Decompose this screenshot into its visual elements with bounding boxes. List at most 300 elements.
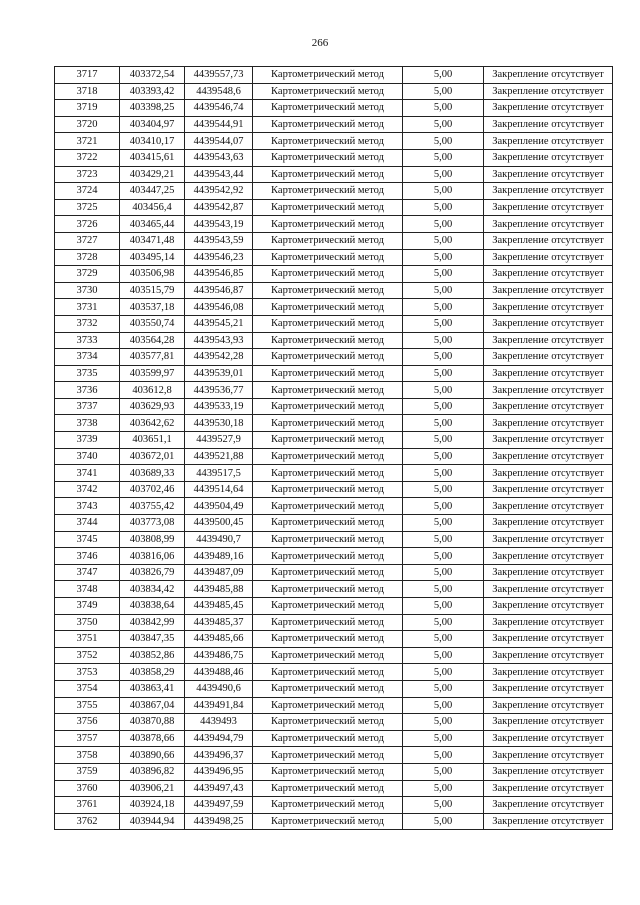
point-number-cell: 3747 (55, 564, 120, 581)
table-row (55, 133, 613, 150)
accuracy-cell: 5,00 (403, 515, 484, 532)
x-coordinate-cell: 403906,21 (120, 780, 185, 797)
x-coordinate-cell: 403456,4 (120, 199, 185, 216)
fixation-cell: Закрепление отсутствует (484, 697, 613, 714)
table-row (55, 183, 613, 200)
x-coordinate-cell: 403599,97 (120, 365, 185, 382)
y-coordinate-cell: 4439543,59 (185, 232, 253, 249)
point-number-cell: 3729 (55, 266, 120, 283)
accuracy-cell: 5,00 (403, 349, 484, 366)
table-row (55, 647, 613, 664)
table-row (55, 448, 613, 465)
x-coordinate-cell: 403847,35 (120, 631, 185, 648)
table-row (55, 730, 613, 747)
x-coordinate-cell: 403642,62 (120, 415, 185, 432)
point-number-cell: 3752 (55, 647, 120, 664)
point-number-cell: 3737 (55, 398, 120, 415)
table-row (55, 249, 613, 266)
accuracy-cell: 5,00 (403, 780, 484, 797)
table-row (55, 498, 613, 515)
x-coordinate-cell: 403495,14 (120, 249, 185, 266)
point-number-cell: 3757 (55, 730, 120, 747)
accuracy-cell: 5,00 (403, 216, 484, 233)
accuracy-cell: 5,00 (403, 448, 484, 465)
x-coordinate-cell: 403755,42 (120, 498, 185, 515)
y-coordinate-cell: 4439485,37 (185, 614, 253, 631)
x-coordinate-cell: 403878,66 (120, 730, 185, 747)
point-number-cell: 3753 (55, 664, 120, 681)
method-cell: Картометрический метод (253, 697, 403, 714)
accuracy-cell: 5,00 (403, 548, 484, 565)
fixation-cell: Закрепление отсутствует (484, 498, 613, 515)
fixation-cell: Закрепление отсутствует (484, 232, 613, 249)
accuracy-cell: 5,00 (403, 797, 484, 814)
y-coordinate-cell: 4439544,91 (185, 116, 253, 133)
x-coordinate-cell: 403808,99 (120, 531, 185, 548)
table-row (55, 697, 613, 714)
table-row (55, 714, 613, 731)
page-number: 266 (311, 37, 329, 49)
method-cell: Картометрический метод (253, 614, 403, 631)
fixation-cell: Закрепление отсутствует (484, 647, 613, 664)
y-coordinate-cell: 4439539,01 (185, 365, 253, 382)
accuracy-cell: 5,00 (403, 398, 484, 415)
x-coordinate-cell: 403537,18 (120, 299, 185, 316)
point-number-cell: 3754 (55, 680, 120, 697)
method-cell: Картометрический метод (253, 100, 403, 117)
table-row (55, 216, 613, 233)
table-row (55, 83, 613, 100)
method-cell: Картометрический метод (253, 349, 403, 366)
method-cell: Картометрический метод (253, 680, 403, 697)
x-coordinate-cell: 403429,21 (120, 166, 185, 183)
method-cell: Картометрический метод (253, 365, 403, 382)
accuracy-cell: 5,00 (403, 564, 484, 581)
x-coordinate-cell: 403651,1 (120, 432, 185, 449)
method-cell: Картометрический метод (253, 564, 403, 581)
y-coordinate-cell: 4439493 (185, 714, 253, 731)
point-number-cell: 3736 (55, 382, 120, 399)
table-row (55, 780, 613, 797)
accuracy-cell: 5,00 (403, 697, 484, 714)
method-cell: Картометрический метод (253, 67, 403, 84)
fixation-cell: Закрепление отсутствует (484, 481, 613, 498)
point-number-cell: 3744 (55, 515, 120, 532)
accuracy-cell: 5,00 (403, 465, 484, 482)
method-cell: Картометрический метод (253, 199, 403, 216)
x-coordinate-cell: 403834,42 (120, 581, 185, 598)
point-number-cell: 3721 (55, 133, 120, 150)
x-coordinate-cell: 403826,79 (120, 564, 185, 581)
x-coordinate-cell: 403773,08 (120, 515, 185, 532)
y-coordinate-cell: 4439487,09 (185, 564, 253, 581)
point-number-cell: 3750 (55, 614, 120, 631)
fixation-cell: Закрепление отсутствует (484, 531, 613, 548)
accuracy-cell: 5,00 (403, 149, 484, 166)
point-number-cell: 3731 (55, 299, 120, 316)
x-coordinate-cell: 403890,66 (120, 747, 185, 764)
fixation-cell: Закрепление отсутствует (484, 631, 613, 648)
x-coordinate-cell: 403577,81 (120, 349, 185, 366)
fixation-cell: Закрепление отсутствует (484, 714, 613, 731)
point-number-cell: 3759 (55, 763, 120, 780)
method-cell: Картометрический метод (253, 116, 403, 133)
point-number-cell: 3740 (55, 448, 120, 465)
x-coordinate-cell: 403404,97 (120, 116, 185, 133)
table-row (55, 598, 613, 615)
accuracy-cell: 5,00 (403, 498, 484, 515)
accuracy-cell: 5,00 (403, 614, 484, 631)
method-cell: Картометрический метод (253, 481, 403, 498)
point-number-cell: 3739 (55, 432, 120, 449)
y-coordinate-cell: 4439490,7 (185, 531, 253, 548)
y-coordinate-cell: 4439517,5 (185, 465, 253, 482)
accuracy-cell: 5,00 (403, 183, 484, 200)
y-coordinate-cell: 4439500,45 (185, 515, 253, 532)
fixation-cell: Закрепление отсутствует (484, 398, 613, 415)
y-coordinate-cell: 4439546,74 (185, 100, 253, 117)
method-cell: Картометрический метод (253, 515, 403, 532)
fixation-cell: Закрепление отсутствует (484, 133, 613, 150)
method-cell: Картометрический метод (253, 763, 403, 780)
fixation-cell: Закрепление отсутствует (484, 581, 613, 598)
point-number-cell: 3760 (55, 780, 120, 797)
accuracy-cell: 5,00 (403, 100, 484, 117)
x-coordinate-cell: 403465,44 (120, 216, 185, 233)
x-coordinate-cell: 403612,8 (120, 382, 185, 399)
accuracy-cell: 5,00 (403, 598, 484, 615)
y-coordinate-cell: 4439546,23 (185, 249, 253, 266)
fixation-cell: Закрепление отсутствует (484, 763, 613, 780)
x-coordinate-cell: 403689,33 (120, 465, 185, 482)
accuracy-cell: 5,00 (403, 382, 484, 399)
method-cell: Картометрический метод (253, 249, 403, 266)
x-coordinate-cell: 403393,42 (120, 83, 185, 100)
x-coordinate-cell: 403867,04 (120, 697, 185, 714)
table-row (55, 365, 613, 382)
method-cell: Картометрический метод (253, 448, 403, 465)
x-coordinate-cell: 403398,25 (120, 100, 185, 117)
x-coordinate-cell: 403372,54 (120, 67, 185, 84)
method-cell: Картометрический метод (253, 598, 403, 615)
method-cell: Картометрический метод (253, 149, 403, 166)
point-number-cell: 3722 (55, 149, 120, 166)
accuracy-cell: 5,00 (403, 432, 484, 449)
point-number-cell: 3719 (55, 100, 120, 117)
y-coordinate-cell: 4439485,45 (185, 598, 253, 615)
table-row (55, 100, 613, 117)
fixation-cell: Закрепление отсутствует (484, 183, 613, 200)
y-coordinate-cell: 4439485,66 (185, 631, 253, 648)
method-cell: Картометрический метод (253, 282, 403, 299)
x-coordinate-cell: 403629,93 (120, 398, 185, 415)
fixation-cell: Закрепление отсутствует (484, 266, 613, 283)
y-coordinate-cell: 4439542,28 (185, 349, 253, 366)
x-coordinate-cell: 403842,99 (120, 614, 185, 631)
point-number-cell: 3746 (55, 548, 120, 565)
fixation-cell: Закрепление отсутствует (484, 465, 613, 482)
accuracy-cell: 5,00 (403, 266, 484, 283)
fixation-cell: Закрепление отсутствует (484, 598, 613, 615)
y-coordinate-cell: 4439546,87 (185, 282, 253, 299)
fixation-cell: Закрепление отсутствует (484, 299, 613, 316)
fixation-cell: Закрепление отсутствует (484, 365, 613, 382)
y-coordinate-cell: 4439497,59 (185, 797, 253, 814)
table-row (55, 465, 613, 482)
point-number-cell: 3738 (55, 415, 120, 432)
y-coordinate-cell: 4439514,64 (185, 481, 253, 498)
method-cell: Картометрический метод (253, 664, 403, 681)
point-number-cell: 3718 (55, 83, 120, 100)
accuracy-cell: 5,00 (403, 116, 484, 133)
point-number-cell: 3745 (55, 531, 120, 548)
fixation-cell: Закрепление отсутствует (484, 83, 613, 100)
accuracy-cell: 5,00 (403, 714, 484, 731)
fixation-cell: Закрепление отсутствует (484, 67, 613, 84)
method-cell: Картометрический метод (253, 730, 403, 747)
point-number-cell: 3751 (55, 631, 120, 648)
fixation-cell: Закрепление отсутствует (484, 432, 613, 449)
point-number-cell: 3725 (55, 199, 120, 216)
x-coordinate-cell: 403863,41 (120, 680, 185, 697)
y-coordinate-cell: 4439527,9 (185, 432, 253, 449)
y-coordinate-cell: 4439543,44 (185, 166, 253, 183)
point-number-cell: 3756 (55, 714, 120, 731)
fixation-cell: Закрепление отсутствует (484, 664, 613, 681)
table-row (55, 382, 613, 399)
y-coordinate-cell: 4439530,18 (185, 415, 253, 432)
fixation-cell: Закрепление отсутствует (484, 249, 613, 266)
x-coordinate-cell: 403415,61 (120, 149, 185, 166)
table-row (55, 332, 613, 349)
y-coordinate-cell: 4439485,88 (185, 581, 253, 598)
x-coordinate-cell: 403506,98 (120, 266, 185, 283)
point-number-cell: 3730 (55, 282, 120, 299)
table-row (55, 763, 613, 780)
point-number-cell: 3758 (55, 747, 120, 764)
x-coordinate-cell: 403702,46 (120, 481, 185, 498)
fixation-cell: Закрепление отсутствует (484, 199, 613, 216)
fixation-cell: Закрепление отсутствует (484, 149, 613, 166)
method-cell: Картометрический метод (253, 465, 403, 482)
accuracy-cell: 5,00 (403, 299, 484, 316)
method-cell: Картометрический метод (253, 432, 403, 449)
x-coordinate-cell: 403515,79 (120, 282, 185, 299)
x-coordinate-cell: 403550,74 (120, 315, 185, 332)
table-row (55, 747, 613, 764)
table-row (55, 149, 613, 166)
x-coordinate-cell: 403471,48 (120, 232, 185, 249)
point-number-cell: 3742 (55, 481, 120, 498)
accuracy-cell: 5,00 (403, 249, 484, 266)
point-number-cell: 3727 (55, 232, 120, 249)
accuracy-cell: 5,00 (403, 133, 484, 150)
x-coordinate-cell: 403944,94 (120, 813, 185, 830)
fixation-cell: Закрепление отсутствует (484, 282, 613, 299)
y-coordinate-cell: 4439498,25 (185, 813, 253, 830)
method-cell: Картометрический метод (253, 631, 403, 648)
coordinates-table (54, 66, 613, 830)
y-coordinate-cell: 4439548,6 (185, 83, 253, 100)
table-row (55, 531, 613, 548)
x-coordinate-cell: 403410,17 (120, 133, 185, 150)
point-number-cell: 3734 (55, 349, 120, 366)
accuracy-cell: 5,00 (403, 199, 484, 216)
y-coordinate-cell: 4439486,75 (185, 647, 253, 664)
y-coordinate-cell: 4439497,43 (185, 780, 253, 797)
coordinates-table-body (55, 67, 613, 830)
accuracy-cell: 5,00 (403, 415, 484, 432)
fixation-cell: Закрепление отсутствует (484, 813, 613, 830)
table-row (55, 199, 613, 216)
fixation-cell: Закрепление отсутствует (484, 332, 613, 349)
fixation-cell: Закрепление отсутствует (484, 548, 613, 565)
fixation-cell: Закрепление отсутствует (484, 797, 613, 814)
x-coordinate-cell: 403852,86 (120, 647, 185, 664)
accuracy-cell: 5,00 (403, 365, 484, 382)
point-number-cell: 3728 (55, 249, 120, 266)
accuracy-cell: 5,00 (403, 83, 484, 100)
fixation-cell: Закрепление отсутствует (484, 747, 613, 764)
table-row (55, 116, 613, 133)
accuracy-cell: 5,00 (403, 747, 484, 764)
method-cell: Картометрический метод (253, 548, 403, 565)
point-number-cell: 3726 (55, 216, 120, 233)
accuracy-cell: 5,00 (403, 581, 484, 598)
table-row (55, 797, 613, 814)
accuracy-cell: 5,00 (403, 166, 484, 183)
fixation-cell: Закрепление отсутствует (484, 216, 613, 233)
accuracy-cell: 5,00 (403, 730, 484, 747)
accuracy-cell: 5,00 (403, 680, 484, 697)
method-cell: Картометрический метод (253, 581, 403, 598)
table-row (55, 398, 613, 415)
accuracy-cell: 5,00 (403, 481, 484, 498)
point-number-cell: 3749 (55, 598, 120, 615)
x-coordinate-cell: 403564,28 (120, 332, 185, 349)
method-cell: Картометрический метод (253, 83, 403, 100)
method-cell: Картометрический метод (253, 813, 403, 830)
table-row (55, 680, 613, 697)
x-coordinate-cell: 403924,18 (120, 797, 185, 814)
y-coordinate-cell: 4439489,16 (185, 548, 253, 565)
point-number-cell: 3743 (55, 498, 120, 515)
method-cell: Картометрический метод (253, 780, 403, 797)
point-number-cell: 3748 (55, 581, 120, 598)
point-number-cell: 3755 (55, 697, 120, 714)
point-number-cell: 3720 (55, 116, 120, 133)
accuracy-cell: 5,00 (403, 282, 484, 299)
table-row (55, 631, 613, 648)
fixation-cell: Закрепление отсутствует (484, 349, 613, 366)
table-row (55, 664, 613, 681)
y-coordinate-cell: 4439543,63 (185, 149, 253, 166)
x-coordinate-cell: 403858,29 (120, 664, 185, 681)
y-coordinate-cell: 4439504,49 (185, 498, 253, 515)
method-cell: Картометрический метод (253, 647, 403, 664)
point-number-cell: 3717 (55, 67, 120, 84)
point-number-cell: 3723 (55, 166, 120, 183)
table-row (55, 67, 613, 84)
fixation-cell: Закрепление отсутствует (484, 382, 613, 399)
y-coordinate-cell: 4439557,73 (185, 67, 253, 84)
method-cell: Картометрический метод (253, 498, 403, 515)
accuracy-cell: 5,00 (403, 664, 484, 681)
table-row (55, 166, 613, 183)
fixation-cell: Закрепление отсутствует (484, 515, 613, 532)
y-coordinate-cell: 4439546,85 (185, 266, 253, 283)
method-cell: Картометрический метод (253, 315, 403, 332)
fixation-cell: Закрепление отсутствует (484, 116, 613, 133)
accuracy-cell: 5,00 (403, 631, 484, 648)
y-coordinate-cell: 4439496,95 (185, 763, 253, 780)
method-cell: Картометрический метод (253, 232, 403, 249)
y-coordinate-cell: 4439494,79 (185, 730, 253, 747)
table-row (55, 614, 613, 631)
accuracy-cell: 5,00 (403, 315, 484, 332)
fixation-cell: Закрепление отсутствует (484, 315, 613, 332)
method-cell: Картометрический метод (253, 183, 403, 200)
accuracy-cell: 5,00 (403, 531, 484, 548)
table-row (55, 415, 613, 432)
method-cell: Картометрический метод (253, 747, 403, 764)
x-coordinate-cell: 403816,06 (120, 548, 185, 565)
accuracy-cell: 5,00 (403, 763, 484, 780)
accuracy-cell: 5,00 (403, 647, 484, 664)
y-coordinate-cell: 4439488,46 (185, 664, 253, 681)
accuracy-cell: 5,00 (403, 232, 484, 249)
table-row (55, 266, 613, 283)
accuracy-cell: 5,00 (403, 332, 484, 349)
point-number-cell: 3741 (55, 465, 120, 482)
table-row (55, 432, 613, 449)
table-row (55, 349, 613, 366)
point-number-cell: 3761 (55, 797, 120, 814)
accuracy-cell: 5,00 (403, 67, 484, 84)
accuracy-cell: 5,00 (403, 813, 484, 830)
method-cell: Картометрический метод (253, 299, 403, 316)
method-cell: Картометрический метод (253, 415, 403, 432)
point-number-cell: 3733 (55, 332, 120, 349)
table-row (55, 481, 613, 498)
table-row (55, 548, 613, 565)
fixation-cell: Закрепление отсутствует (484, 780, 613, 797)
table-row (55, 282, 613, 299)
fixation-cell: Закрепление отсутствует (484, 730, 613, 747)
y-coordinate-cell: 4439490,6 (185, 680, 253, 697)
method-cell: Картометрический метод (253, 166, 403, 183)
fixation-cell: Закрепление отсутствует (484, 448, 613, 465)
table-row (55, 315, 613, 332)
method-cell: Картометрический метод (253, 531, 403, 548)
method-cell: Картометрический метод (253, 382, 403, 399)
fixation-cell: Закрепление отсутствует (484, 166, 613, 183)
x-coordinate-cell: 403870,88 (120, 714, 185, 731)
y-coordinate-cell: 4439545,21 (185, 315, 253, 332)
method-cell: Картометрический метод (253, 266, 403, 283)
x-coordinate-cell: 403447,25 (120, 183, 185, 200)
fixation-cell: Закрепление отсутствует (484, 680, 613, 697)
fixation-cell: Закрепление отсутствует (484, 564, 613, 581)
fixation-cell: Закрепление отсутствует (484, 415, 613, 432)
point-number-cell: 3762 (55, 813, 120, 830)
y-coordinate-cell: 4439496,37 (185, 747, 253, 764)
x-coordinate-cell: 403672,01 (120, 448, 185, 465)
method-cell: Картометрический метод (253, 216, 403, 233)
y-coordinate-cell: 4439536,77 (185, 382, 253, 399)
fixation-cell: Закрепление отсутствует (484, 614, 613, 631)
method-cell: Картометрический метод (253, 332, 403, 349)
